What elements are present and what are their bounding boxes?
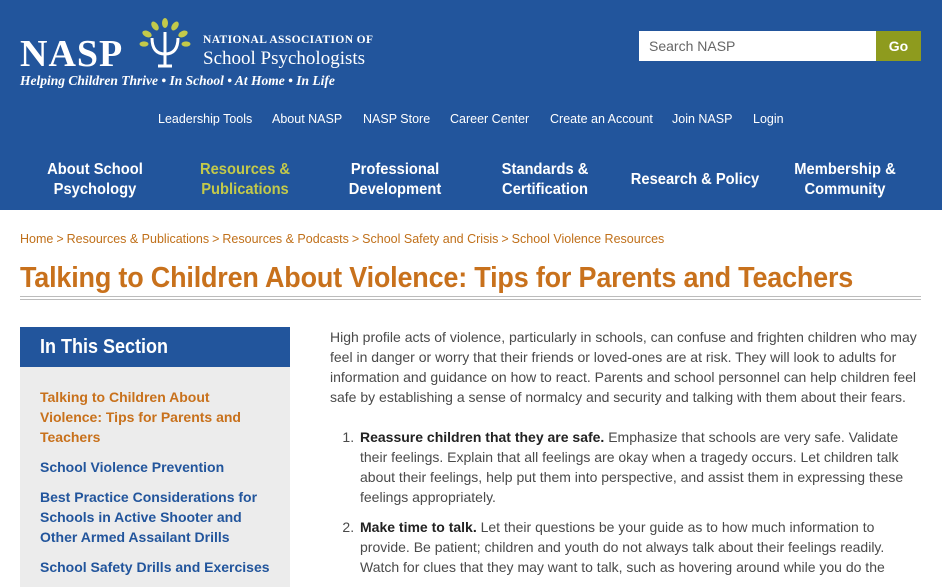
article-content [330, 327, 920, 587]
breadcrumb-school-safety-crisis[interactable]: School Safety and Crisis [362, 232, 499, 246]
page-title: Talking to Children About Violence: Tips for Parents and Teachers [20, 262, 854, 294]
utility-nav [0, 112, 942, 128]
nav-standards-certification[interactable]: Standards & Certification [501, 161, 589, 198]
sidebar-item-talking-to-children[interactable]: Talking to Children About Violence: Tips for Parents and Teachers [40, 389, 241, 445]
breadcrumb-separator: > [56, 232, 64, 246]
nav-research-policy[interactable]: Research & Policy [630, 171, 760, 188]
tips-list [330, 427, 920, 577]
utility-create-account[interactable]: Create an Account [550, 112, 653, 126]
list-item [358, 427, 920, 507]
breadcrumb [20, 232, 664, 246]
utility-join-nasp[interactable]: Join NASP [672, 112, 733, 126]
logo-org-line1: NATIONAL ASSOCIATION OF [203, 34, 374, 46]
site-header [0, 0, 942, 210]
breadcrumb-home[interactable]: Home [20, 232, 54, 246]
sidebar-item-safety-drills-exercises[interactable]: School Safety Drills and Exercises [40, 559, 270, 575]
search-input[interactable] [639, 31, 876, 61]
breadcrumb-separator: > [351, 232, 360, 246]
site-search [639, 31, 921, 61]
utility-nasp-store[interactable]: NASP Store [363, 112, 431, 126]
tip-text: Let their questions be your guide as to how much information to provide. Be patient; children and youth do not always talk about their feelings readily. Watch for clues that they may want to talk, such as hovering around while you do the [360, 519, 885, 575]
nav-professional-development[interactable]: Professional Development [348, 161, 442, 198]
sidebar-item-school-violence-prevention[interactable]: School Violence Prevention [40, 459, 225, 475]
main-nav [20, 150, 920, 210]
breadcrumb-resources-publications[interactable]: Resources & Publications [66, 232, 210, 246]
tip-text: Emphasize that schools are very safe. Validate their feelings. Explain that all feelings are okay when a tragedy occurs. Let children talk about their feelings, help put them into perspective, and assist them in expressing these feelings appropriately. [360, 429, 904, 505]
nasp-logo[interactable] [20, 18, 380, 93]
nav-resources-publications[interactable]: Resources & Publications [199, 161, 290, 198]
section-sidebar [20, 327, 290, 587]
sidebar-heading: In This Section [20, 327, 290, 367]
breadcrumb-school-violence-resources[interactable]: School Violence Resources [511, 232, 665, 246]
title-divider [20, 299, 921, 300]
nav-membership-community[interactable]: Membership & Community [794, 161, 896, 198]
breadcrumb-resources-podcasts[interactable]: Resources & Podcasts [222, 232, 349, 246]
list-item [358, 517, 920, 577]
utility-about-nasp[interactable]: About NASP [272, 112, 343, 126]
utility-career-center[interactable]: Career Center [450, 112, 530, 126]
psi-tree-icon [138, 18, 192, 70]
logo-tagline: Helping Children Thrive • In School • At Home • In Life [20, 73, 335, 88]
nav-about-school-psychology[interactable]: About School Psychology [47, 161, 143, 198]
breadcrumb-separator: > [501, 232, 509, 246]
utility-leadership-tools[interactable]: Leadership Tools [158, 112, 253, 126]
breadcrumb-separator: > [212, 232, 220, 246]
tip-title: Make time to talk. [360, 519, 477, 535]
logo-org-line2: School Psychologists [203, 48, 366, 69]
utility-login[interactable]: Login [753, 112, 784, 126]
logo-wordmark: NASP [20, 33, 124, 75]
title-divider [20, 296, 921, 297]
search-go-button[interactable]: Go [876, 31, 921, 61]
sidebar-item-active-shooter-drills[interactable]: Best Practice Considerations for Schools in Active Shooter and Other Armed Assailant Drills [40, 489, 258, 545]
tip-title: Reassure children that they are safe. [360, 429, 605, 445]
article-intro: High profile acts of violence, particularly in schools, can confuse and frighten children who may feel in danger or worry that their friends or loved-ones are at risk. They will look to adults for information and guidance on how to react. Parents and school personnel can help children feel safe by establishing a sense of normalcy and security and talking with them about their fears. [330, 329, 917, 405]
